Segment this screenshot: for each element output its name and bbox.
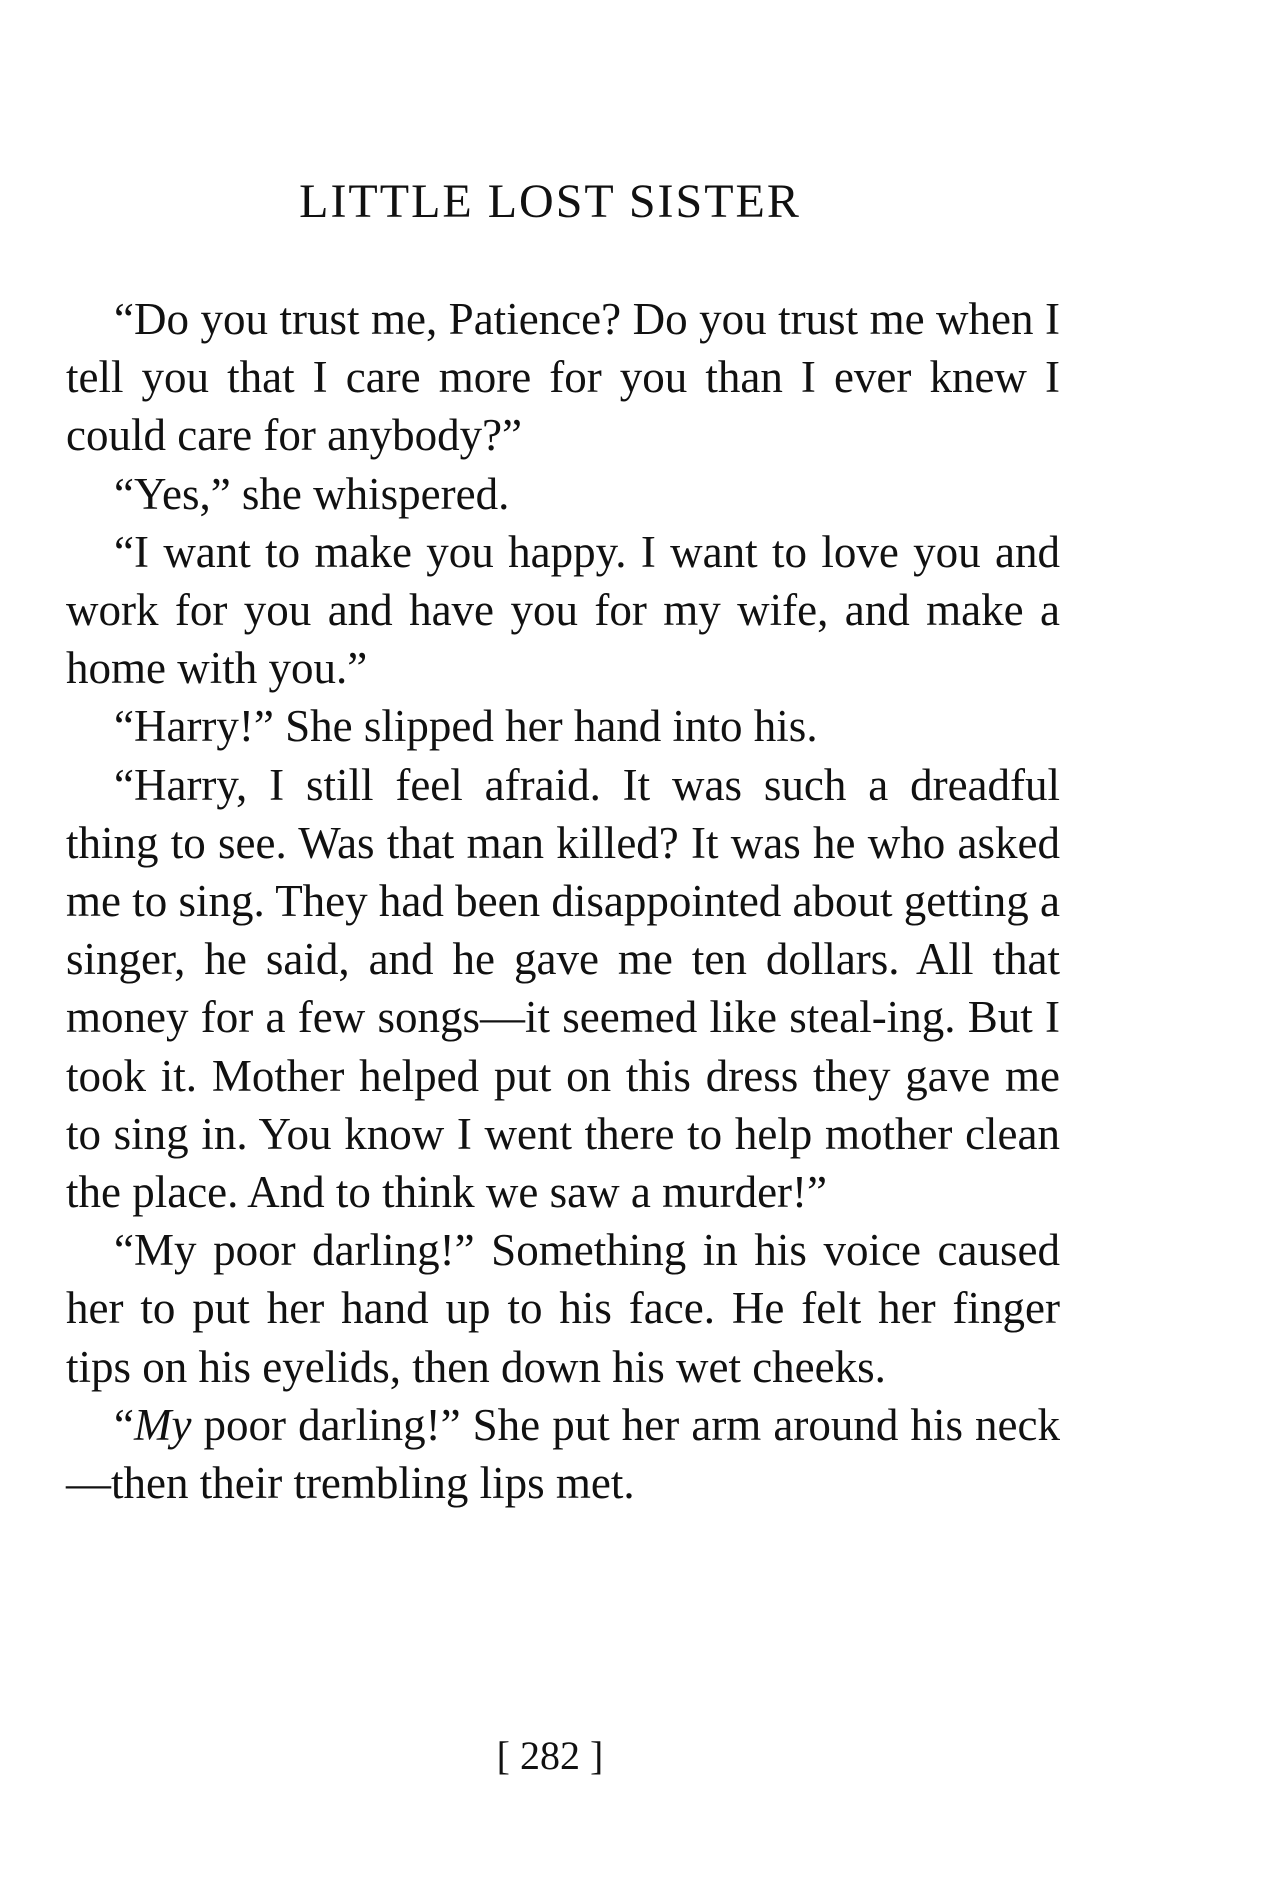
page-number: [ 282 ]: [496, 1733, 604, 1778]
opening-quote: “: [114, 1399, 134, 1450]
running-title: LITTLE LOST SISTER: [299, 175, 801, 228]
paragraph: “My poor darling!” Something in his voice caused her to put her hand up to his face. He felt her finger tips on his eyelids, then down his wet cheeks.: [66, 1225, 1060, 1392]
paragraph: “Harry!” She slipped her hand into his.: [114, 701, 818, 752]
paragraph: “I want to make you happy. I want to love you and work for you and have you for my wife, and make a home with you.”: [66, 526, 1060, 694]
paragraph: “Harry, I still feel afraid. It was such a dreadful thing to see. Was that man killed? It was he who asked me to sing. They had been disappointed about getting a singer, he said, and he gave me ten dollars. All that money for a few songs—it seemed like steal-ing. But I took it. Mother helped put on this dress they gave me to sing in. You know I went there to help mother clean the place. And to think we saw a murder!”: [66, 759, 1060, 1218]
paragraph: [66, 1396, 1060, 1512]
paragraph: “Yes,” she whispered.: [114, 468, 510, 519]
emphasized-word: My: [133, 1399, 192, 1450]
body-text: [66, 290, 1060, 1512]
paragraph: “Do you trust me, Patience? Do you trust me when I tell you that I care more for you than I ever knew I could care for anybody?”: [66, 294, 1060, 461]
paragraph-rest: poor darling!” She put her arm around his neck—then their trembling lips met.: [66, 1399, 1060, 1509]
